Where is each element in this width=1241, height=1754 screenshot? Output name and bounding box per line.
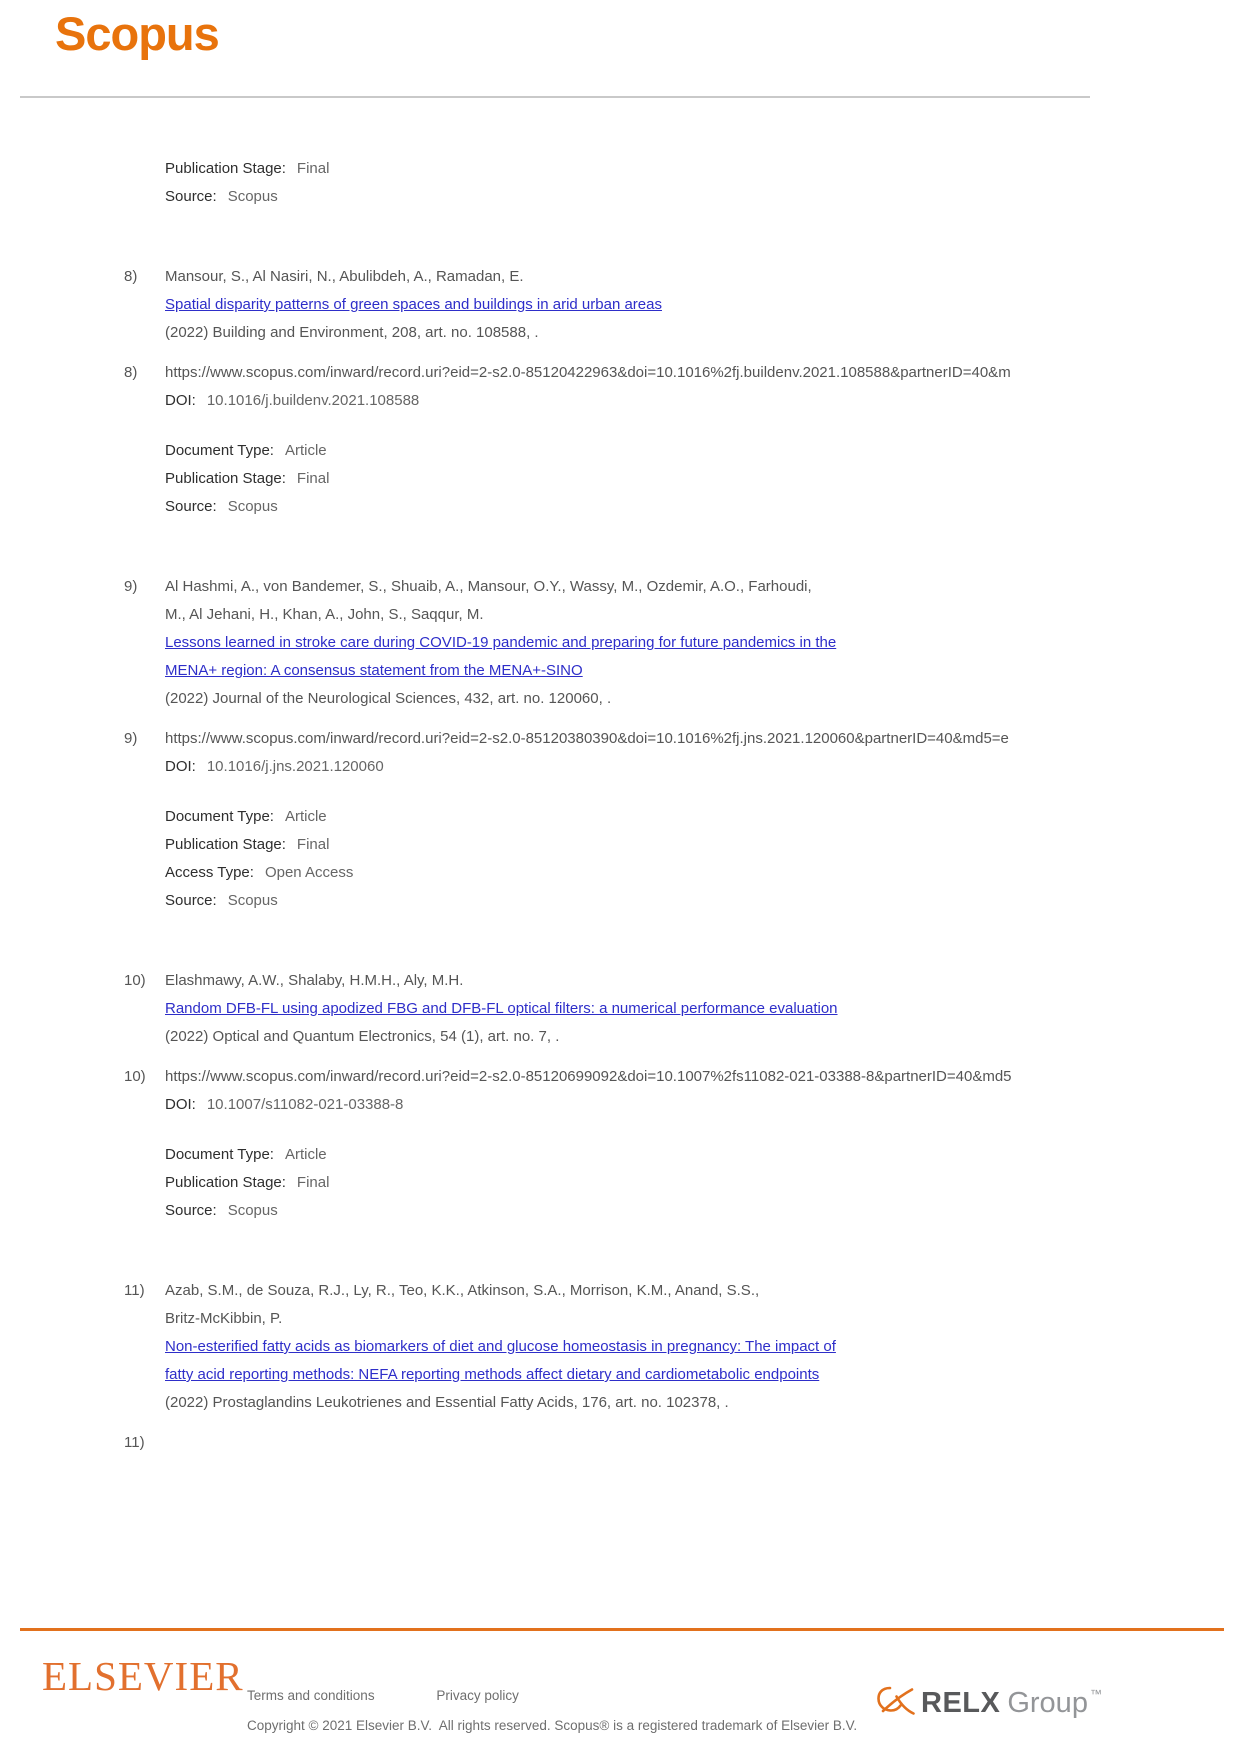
authors-line: Azab, S.M., de Souza, R.J., Ly, R., Teo, K.K., Atkinson, S.A., Morrison, K.M., Anand, S.S., bbox=[165, 1282, 760, 1299]
meta-row bbox=[165, 1169, 1241, 1197]
citation-line: (2022) Prostaglandins Leukotrienes and Essential Fatty Acids, 176, art. no. 102378, . bbox=[165, 1394, 729, 1411]
meta-label: Publication Stage: bbox=[165, 160, 286, 177]
doi-value: 10.1016/j.jns.2021.120060 bbox=[206, 758, 384, 775]
record-meta bbox=[165, 803, 1241, 915]
meta-value: Article bbox=[284, 808, 327, 825]
relx-group-wordmark: Group bbox=[1007, 1687, 1088, 1719]
authors-line: Elashmawy, A.W., Shalaby, H.M.H., Aly, M.H. bbox=[165, 972, 464, 989]
record-8 bbox=[124, 263, 1241, 521]
meta-value: Scopus bbox=[227, 188, 278, 205]
header-divider bbox=[20, 96, 1090, 98]
record-url: https://www.scopus.com/inward/record.uri?eid=2-s2.0-85120380390&doi=10.1016%2fj.jns.2021.120060&partnerID=40&md5=e bbox=[165, 730, 1009, 747]
record-number: 10) bbox=[124, 972, 146, 989]
meta-value: Article bbox=[284, 1146, 327, 1163]
meta-label: Source: bbox=[165, 892, 217, 909]
record-meta bbox=[165, 437, 1241, 521]
doi-row bbox=[165, 753, 1241, 781]
scopus-logo: Scopus bbox=[55, 7, 219, 60]
authors-line: Mansour, S., Al Nasiri, N., Abulibdeh, A., Ramadan, E. bbox=[165, 268, 524, 285]
meta-row bbox=[165, 465, 1241, 493]
record-10 bbox=[124, 967, 1241, 1225]
privacy-link[interactable]: Privacy policy bbox=[436, 1688, 519, 1703]
meta-label: Source: bbox=[165, 1202, 217, 1219]
citation-line: (2022) Optical and Quantum Electronics, 54 (1), art. no. 7, . bbox=[165, 1028, 560, 1045]
footer-divider bbox=[20, 1628, 1224, 1631]
doi-row bbox=[165, 1091, 1241, 1119]
record-number: 8) bbox=[124, 364, 138, 381]
record-link-group bbox=[124, 359, 1241, 415]
record-citation-group bbox=[124, 263, 1241, 347]
meta-value: Final bbox=[296, 836, 330, 853]
record-link-group bbox=[124, 725, 1241, 781]
meta-row bbox=[165, 183, 1241, 211]
meta-row bbox=[165, 1141, 1241, 1169]
meta-value: Scopus bbox=[227, 1202, 278, 1219]
doi-value: 10.1016/j.buildenv.2021.108588 bbox=[206, 392, 420, 409]
meta-label: Publication Stage: bbox=[165, 1174, 286, 1191]
meta-label: Publication Stage: bbox=[165, 836, 286, 853]
citation-line: (2022) Journal of the Neurological Sciences, 432, art. no. 120060, . bbox=[165, 690, 612, 707]
meta-row bbox=[165, 155, 1241, 183]
article-title-link[interactable]: MENA+ region: A consensus statement from the MENA+-SINO bbox=[165, 662, 583, 679]
record-meta bbox=[165, 1141, 1241, 1225]
record-url: https://www.scopus.com/inward/record.uri?eid=2-s2.0-85120699092&doi=10.1007%2fs11082-021-03388-8&partnerID=40&md5 bbox=[165, 1068, 1012, 1085]
meta-value: Scopus bbox=[227, 892, 278, 909]
meta-value: Final bbox=[296, 1174, 330, 1191]
doi-row bbox=[165, 387, 1241, 415]
article-title-link[interactable]: fatty acid reporting methods: NEFA reporting methods affect dietary and cardiometabolic endpoints bbox=[165, 1366, 820, 1383]
meta-label: Access Type: bbox=[165, 864, 254, 881]
article-title-link[interactable]: Lessons learned in stroke care during COVID-19 pandemic and preparing for future pandemics in the bbox=[165, 634, 837, 651]
relx-wordmark: RELX bbox=[921, 1687, 1001, 1719]
meta-row bbox=[165, 1197, 1241, 1225]
meta-row bbox=[165, 887, 1241, 915]
record-number: 9) bbox=[124, 730, 138, 747]
record-11 bbox=[124, 1277, 1241, 1457]
meta-label: Document Type: bbox=[165, 1146, 274, 1163]
record-link-group bbox=[124, 1429, 1241, 1457]
record-number: 9) bbox=[124, 578, 138, 595]
relx-symbol-icon bbox=[875, 1683, 915, 1724]
relx-group-logo bbox=[875, 1683, 1102, 1724]
record-citation-group bbox=[124, 967, 1241, 1051]
meta-label: Document Type: bbox=[165, 808, 274, 825]
meta-value: Final bbox=[296, 160, 330, 177]
leading-record-meta bbox=[165, 155, 1241, 211]
record-number: 11) bbox=[124, 1434, 145, 1451]
article-title-link[interactable]: Spatial disparity patterns of green spaces and buildings in arid urban areas bbox=[165, 296, 662, 313]
terms-link[interactable]: Terms and conditions bbox=[247, 1688, 375, 1703]
elsevier-logo: ELSEVIER bbox=[42, 1653, 244, 1699]
meta-value: Article bbox=[284, 442, 327, 459]
meta-label: Source: bbox=[165, 188, 217, 205]
meta-row bbox=[165, 437, 1241, 465]
meta-row bbox=[165, 831, 1241, 859]
article-title-link[interactable]: Random DFB-FL using apodized FBG and DFB-FL optical filters: a numerical performance evaluation bbox=[165, 1000, 838, 1017]
meta-row bbox=[165, 859, 1241, 887]
citation-line: (2022) Building and Environment, 208, art. no. 108588, . bbox=[165, 324, 539, 341]
meta-value: Scopus bbox=[227, 498, 278, 515]
authors-line: Al Hashmi, A., von Bandemer, S., Shuaib, A., Mansour, O.Y., Wassy, M., Ozdemir, A.O., Farhoudi, bbox=[165, 578, 812, 595]
meta-label: Document Type: bbox=[165, 442, 274, 459]
record-number: 11) bbox=[124, 1282, 145, 1299]
record-citation-group bbox=[124, 1277, 1241, 1417]
record-url: https://www.scopus.com/inward/record.uri?eid=2-s2.0-85120422963&doi=10.1016%2fj.buildenv.2021.108588&partnerID=40&m bbox=[165, 364, 1011, 381]
authors-line: M., Al Jehani, H., Khan, A., John, S., Saqqur, M. bbox=[165, 606, 484, 623]
meta-row bbox=[165, 803, 1241, 831]
authors-line: Britz-McKibbin, P. bbox=[165, 1310, 283, 1327]
copyright-text: Copyright © 2021 Elsevier B.V. All rights reserved. Scopus® is a registered trademark of Elsevier B.V. bbox=[247, 1718, 858, 1733]
results-list bbox=[124, 155, 1241, 1457]
article-title-link[interactable]: Non-esterified fatty acids as biomarkers of diet and glucose homeostasis in pregnancy: The impact of bbox=[165, 1338, 836, 1355]
record-number: 10) bbox=[124, 1068, 146, 1085]
meta-value: Final bbox=[296, 470, 330, 487]
relx-trademark-symbol: ™ bbox=[1089, 1686, 1102, 1701]
meta-value: Open Access bbox=[264, 864, 354, 881]
record-citation-group bbox=[124, 573, 1241, 713]
record-9 bbox=[124, 573, 1241, 915]
meta-label: Source: bbox=[165, 498, 217, 515]
doi-label: DOI: bbox=[165, 392, 196, 409]
meta-row bbox=[165, 493, 1241, 521]
doi-value: 10.1007/s11082-021-03388-8 bbox=[206, 1096, 404, 1113]
footer-links bbox=[247, 1688, 577, 1703]
doi-label: DOI: bbox=[165, 758, 196, 775]
doi-label: DOI: bbox=[165, 1096, 196, 1113]
record-number: 8) bbox=[124, 268, 138, 285]
meta-label: Publication Stage: bbox=[165, 470, 286, 487]
record-link-group bbox=[124, 1063, 1241, 1119]
